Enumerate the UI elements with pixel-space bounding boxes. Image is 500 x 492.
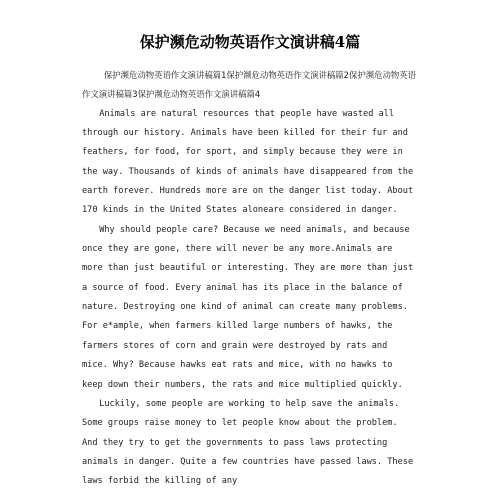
intro-paragraph: 保护濒危动物英语作文演讲稿篇1保护濒危动物英语作文演讲稿篇2保护濒危动物英语作文演讲稿篇3保护濒危动物英语作文演讲稿篇4 xyxy=(82,70,416,100)
paragraph-3: Luckily, some people are working to help save the animals. Some groups raise money to let people know about the problem. And they try to get the governments to pass laws protecting animals in danger. Quite a few countries have passed laws. These laws forbid the killing of any xyxy=(82,398,419,487)
document-title: 保护濒危动物英语作文演讲稿4篇 xyxy=(139,33,361,51)
paragraph-1: Animals are natural resources that people have wasted all through our history. Animals have been killed for their fur and feathers, for food, for sport, and simply because they were in the way. Thousands of kinds of animals have disappeared from the earth forever. Hundreds more are on the danger list today. About 170 kinds in the United States aloneare considered in danger. xyxy=(82,108,419,216)
paragraph-2: Why should people care? Because we need animals, and because once they are gone, there will never be any more.Animals are more than just beautiful or interesting. They are more than just a source of food. Every animal has its place in the balance of nature. Destroying one kind of animal can create many problems. For e*ample, when farmers killed large numbers of hawks, the farmers stores of corn and grain were destroyed by rats and mice. Why? Because hawks eat rats and mice, with no hawks to keep down their numbers, the rats and mice multiplied quickly. xyxy=(82,224,419,390)
document-body xyxy=(82,66,418,492)
